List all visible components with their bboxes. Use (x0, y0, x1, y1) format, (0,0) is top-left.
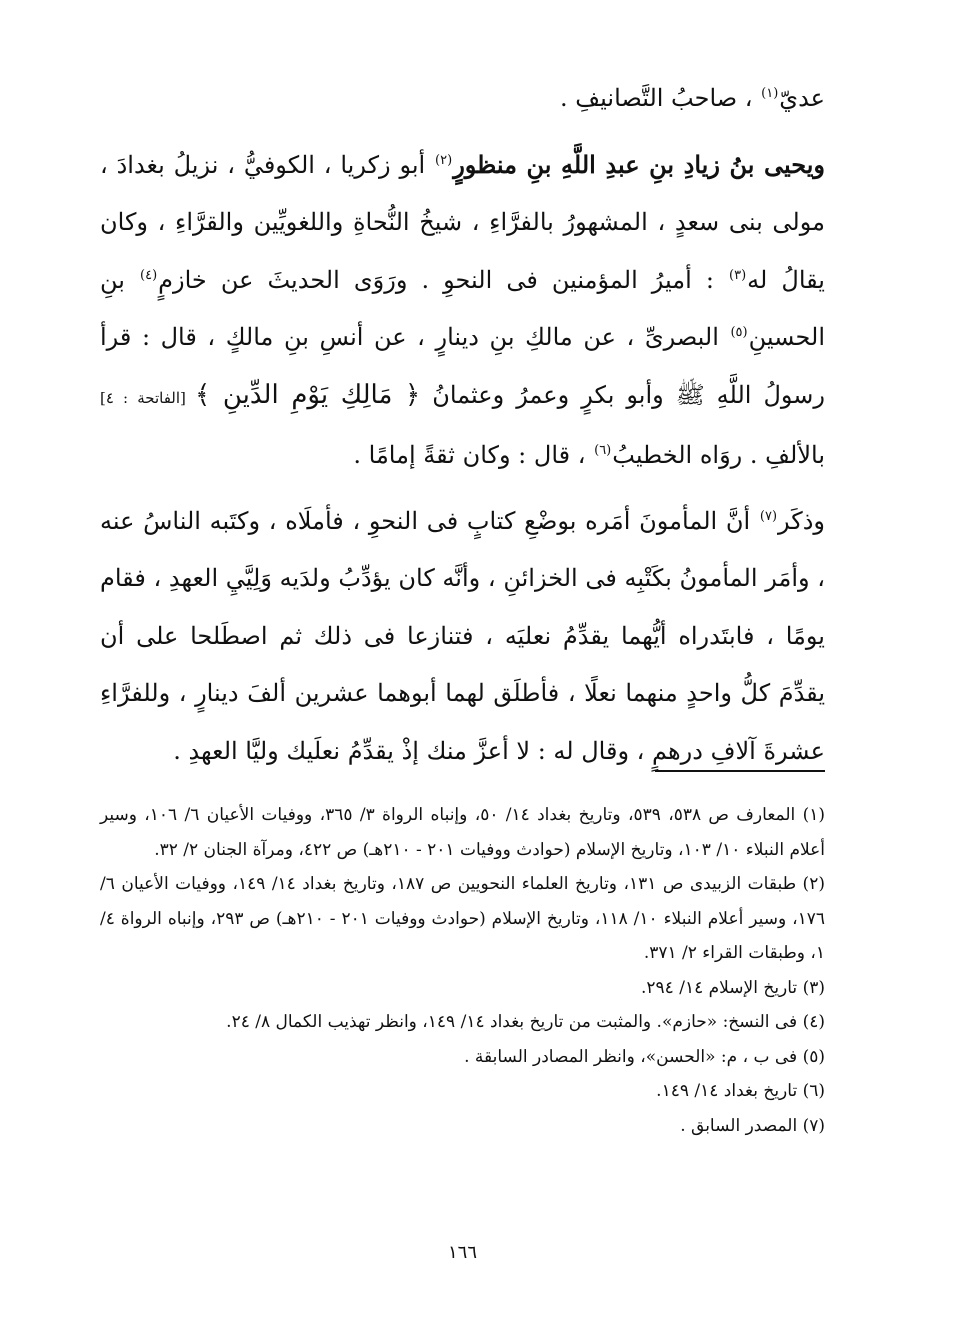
verse-citation: [الفاتحة : ٤] (100, 388, 196, 407)
footnote-separator (655, 770, 825, 772)
footnote-3: (٣) تاريخ الإسلام ١٤/ ٢٩٤. (640, 977, 825, 998)
footnote-ref-1[interactable]: (١) (761, 86, 779, 101)
text-segment: أنَّ المأمونَ أمَره بوضْعِ كتابٍ فى النحوِ ، فأملَاه ، وكتَبه الناسُ عنه ، وأمَر المأمونُ بكَتْبِه فى الخزائنِ ، وأنَّه كان يؤدِّبُ ولدَيه وَلِيَّيِ العهدِ ، فقام يومًا ، فابتَدراه أيُّهما يقدِّمُ نعليَه ، فتنازعا فى ذلك ثم اصطَلحا على أن يقدِّمَ كلُّ واحدٍ منهما نعلًا ، فأطلَق لهما أبوهما عشرين ألفَ دينارٍ ، وللفرَّاءِ عشرةَ آلافِ درهمٍ ، وقال له : لا أعزَّ منك إذْ يقدِّمُ نعلَيك وليَّا العهدِ . (100, 506, 825, 765)
text-segment: وذكَر (778, 506, 825, 535)
paragraph-2 (100, 136, 825, 485)
text-segment: عديّ (779, 84, 825, 112)
paragraph-1 (100, 70, 825, 128)
paragraph-3 (100, 493, 825, 781)
page-number: ١٦٦ (447, 1242, 477, 1263)
footnote-ref-6[interactable]: (٦) (594, 443, 612, 458)
text-segment: بالألفِ . روَاه الخطيبُ (612, 441, 825, 469)
quran-verse: ﴿ مَالِكِ يَوْمِ الدِّينِ ﴾ (195, 379, 421, 410)
footnote-2: (٢) طبقات الزبيدى ص ١٣١، وتاريخ العلماء النحويين ص ١٨٧، وتاريخ بغداد ١٤/ ١٤٩، ووفيات الأعيان ٦/ ١٧٦، وسير أعلام النبلاء ١٠/ ١١٨، وتاريخ الإسلام (حوادث ووفيات ٢٠١ - ٢١٠هـ) ص ٢٩٣، وإنباه الرواة ٤/ ١، وطبقات القراء ٢/ ٣٧١. (100, 874, 825, 963)
footnote-ref-3[interactable]: (٣) (729, 267, 747, 283)
footnote-7: (٧) المصدر السابق . (680, 1115, 825, 1136)
book-page (100, 70, 825, 1298)
text-segment: ، صاحبُ التَّصانيفِ . (560, 84, 761, 112)
footnote-1: (١) المعارف ص ٥٣٨، ٥٣٩، وتاريخ بغداد ١٤/ ٥٠، وإنباه الرواة ٣/ ٣٦٥، ووفيات الأعيان ٦/ ١٠٦، وسير أعلام النبلاء ١٠/ ١٠٣، وتاريخ الإسلام (حوادث ووفيات ٢٠١ - ٢١٠هـ) ص ٤٢٢، ومرآة الجنان ٢/ ٣٢. (100, 805, 825, 860)
text-segment: أبو زكريا ، الكوفيُّ ، نزيلُ بغدادَ ، مولى بنى سعدٍ ، المشهورُ بالفرَّاءِ ، شيخُ النُّحاةِ واللغويِّين والقرَّاءِ ، وكان يقالُ له (100, 150, 825, 294)
text-segment: بنِ الحسينِ (100, 265, 825, 351)
footnote-ref-4[interactable]: (٤) (140, 267, 158, 283)
text-segment: : أميرُ المؤمنين فى النحوِ . ورَوَى الحديثَ عن خازمٍ (158, 265, 729, 294)
footnote-5: (٥) فى ب ، م: «الحسن»، وانظر المصادر السابقة . (464, 1046, 825, 1067)
footnote-6: (٦) تاريخ بغداد ١٤/ ١٤٩. (656, 1081, 825, 1101)
text-segment: البصرىِّ ، عن مالكِ بنِ دينارٍ ، عن أنسِ بنِ مالكٍ ، قال : قرأ رسولُ اللَّهِ ﷺ وأبو بكرٍ وعمرُ وعثمانُ (100, 323, 825, 409)
footnote-ref-5[interactable]: (٥) (730, 325, 748, 340)
text-segment: ، قال : وكان ثقةً إمامًا . (353, 441, 594, 469)
biography-name: ويحيى بنُ زيادِ بنِ عبدِ اللَّهِ بنِ منظورٍ (453, 149, 825, 179)
footnote-ref-2[interactable]: (٢) (435, 152, 453, 168)
main-text (100, 70, 825, 780)
footnote-ref-7[interactable]: (٧) (759, 508, 778, 524)
footnotes (100, 798, 825, 1143)
footnote-4: (٤) فى النسخ: «حازم». والمثبت من تاريخ بغداد ١٤/ ١٤٩، وانظر تهذيب الكمال ٨/ ٢٤. (226, 1012, 825, 1032)
